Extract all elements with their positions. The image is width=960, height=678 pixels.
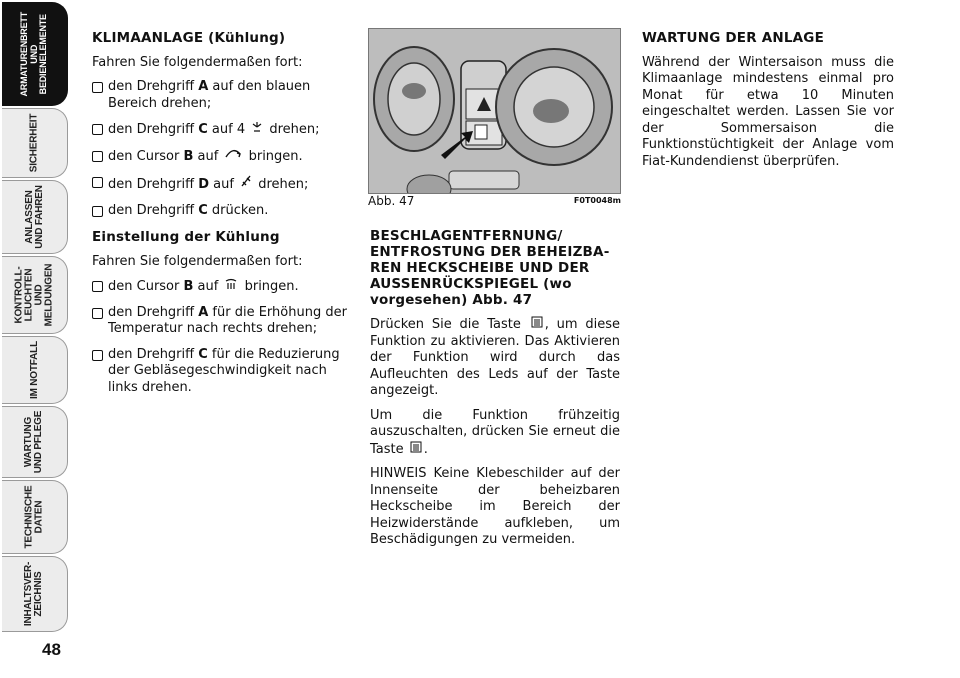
page-number: 48	[42, 640, 61, 659]
tab-label: IM NOTFALL	[28, 341, 40, 399]
dashboard-illustration	[369, 29, 621, 194]
paragraph: Drücken Sie die Taste , um diese Funktion zu aktivieren. Das Aktivieren der Funktion wird durch das Aufleuchten des Leds auf der Taste angezeigt.	[370, 317, 621, 398]
tab-sicherheit[interactable]	[2, 108, 68, 178]
figure-label: Abb. 47	[368, 194, 415, 208]
tab-anlassen[interactable]	[2, 180, 68, 254]
dashboard-figure	[368, 28, 621, 194]
list-item: den Drehgriff C auf 4 drehen;	[92, 121, 350, 139]
list-item: den Cursor B auf bringen.	[92, 148, 350, 166]
tab-label: ANLASSEN UND FAHREN	[23, 185, 45, 249]
list-item: den Drehgriff C drücken.	[92, 203, 350, 220]
tab-im-notfall[interactable]	[2, 336, 68, 404]
figure-caption	[368, 194, 621, 208]
ac-icon	[240, 174, 252, 194]
rear-defrost-icon	[531, 316, 543, 334]
defrost-icon	[224, 278, 238, 296]
list-item: den Drehgriff A für die Erhöhung der Temperatur nach rechts drehen;	[92, 305, 350, 338]
chapter-sidebar	[0, 0, 72, 640]
list-item: den Drehgriff C für die Reduzierung der Gebläsegeschwindigkeit nach links drehen.	[92, 347, 350, 397]
list-item: den Drehgriff D auf drehen;	[92, 174, 350, 194]
figure-code: F0T0048m	[573, 196, 621, 205]
paragraph: Um die Funktion frühzeitig auszuschalten, drücken Sie erneut die Taste .	[370, 407, 620, 457]
tab-inhaltsverzeichnis[interactable]	[2, 556, 68, 632]
tab-kontrollleuchten[interactable]	[2, 256, 68, 334]
step-list	[92, 79, 350, 219]
list-item: den Cursor B auf bringen.	[92, 278, 350, 296]
tab-technische-daten[interactable]	[2, 480, 68, 554]
subsection-heading: Einstellung der Kühlung	[92, 229, 280, 245]
step-list-2	[92, 278, 350, 396]
section-heading: WARTUNG DER ANLAGE	[642, 30, 824, 46]
recirculation-icon	[224, 148, 242, 166]
tab-label: WARTUNG UND PFLEGE	[23, 410, 45, 474]
column-wartung	[642, 30, 894, 178]
column-klimaanlage	[92, 30, 350, 406]
section-heading: BESCHLAGENTFERNUNG/ ENTFROSTUNG DER BEHEIZBA- REN HECKSCHEIBE UND DER AUSSENRÜCKSPIEGEL (wo vorgesehen) Abb. 47	[370, 228, 610, 308]
fan-icon	[251, 121, 263, 139]
tab-label: SICHERHEIT	[28, 113, 40, 173]
rear-defrost-icon	[410, 441, 422, 459]
tab-label: KONTROLL- LEUCHTEN UND MELDUNGEN	[13, 263, 55, 327]
tab-wartung[interactable]	[2, 406, 68, 478]
tab-label: TECHNISCHE DATEN	[23, 485, 45, 549]
tab-armaturenbrett[interactable]	[2, 2, 68, 106]
list-item: den Drehgriff A auf den blauen Bereich drehen;	[92, 79, 350, 112]
paragraph: Während der Wintersaison muss die Klimaanlage mindestens einmal pro Monat für etwa 10 Minuten eingeschaltet werden. Lassen Sie vor der Sommersaison die Funktionstüchtigkeit der Anlage vom Fiat-Kundendienst überprüfen.	[642, 54, 894, 169]
tab-label: INHALTSVER- ZEICHNIS	[23, 561, 45, 627]
tab-label: ARMATURENBRETT UND BEDIENELEMENTE	[19, 11, 49, 97]
notice-paragraph: HINWEIS Keine Klebeschilder auf der Innenseite der beheizbaren Heckscheibe im Bereich der Heizwiderstände aufkleben, um Beschädigungen zu vermeiden.	[370, 466, 620, 547]
section-heading: KLIMAANLAGE (Kühlung)	[92, 30, 286, 46]
intro-text: Fahren Sie folgendermaßen fort:	[92, 54, 303, 70]
column-beschlagentfernung	[370, 228, 620, 557]
intro-text: Fahren Sie folgendermaßen fort:	[92, 253, 303, 269]
